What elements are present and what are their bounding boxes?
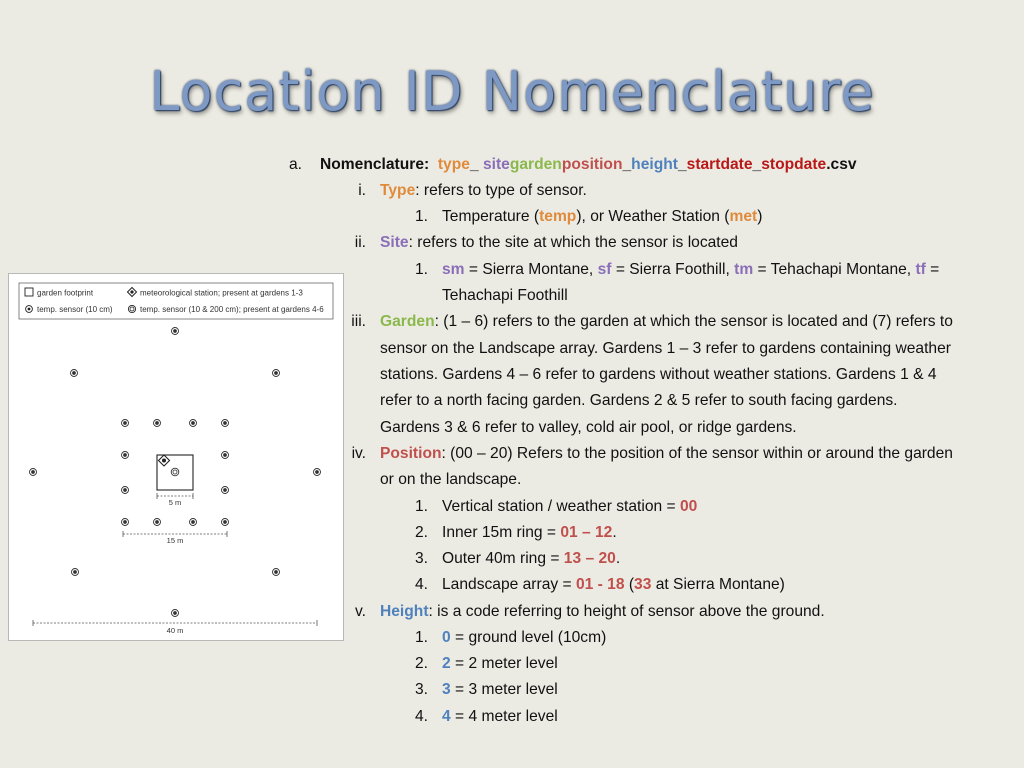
list-marker: ii.: [354, 234, 366, 251]
position-definition: [380, 444, 953, 464]
format-separator: _: [677, 156, 687, 173]
site-codes-continued: Tehachapi Foothill: [442, 287, 568, 304]
height-code: 0: [442, 629, 451, 646]
code-temp: temp: [539, 208, 577, 225]
type-term: Type: [380, 182, 416, 199]
list-marker: 3.: [414, 681, 428, 698]
garden-desc-line: refer to a north facing garden. Gardens 2 & 5 refer to south facing gardens.: [380, 392, 898, 409]
sensor-icon: [273, 569, 280, 576]
site-code-text: = Tehachapi Montane,: [753, 261, 916, 278]
position-item-text: .: [612, 524, 617, 541]
position-item-text: Vertical station / weather station =: [442, 498, 680, 515]
format-stopdate: stopdate: [761, 156, 827, 173]
sensor-icon: [273, 370, 280, 377]
dimension-lines: [33, 496, 317, 623]
legend-footprint: garden footprint: [37, 288, 94, 298]
height-item: [442, 707, 558, 727]
garden-definition: [380, 312, 953, 332]
sensor-icon: [71, 370, 78, 377]
page-title: Location ID Nomenclature: [149, 60, 875, 123]
list-marker: 4.: [414, 708, 428, 725]
height-item-text: = 2 meter level: [450, 655, 558, 672]
list-marker: 3.: [414, 550, 428, 567]
list-marker: v.: [355, 603, 366, 620]
position-code: 00: [679, 498, 698, 515]
site-term: Site: [380, 234, 409, 251]
height-item: [442, 654, 558, 674]
nomenclature-label: Nomenclature:: [320, 156, 430, 173]
site-code-text: = Sierra Montane,: [464, 261, 598, 278]
nomenclature-format: [320, 155, 857, 175]
position-term: Position: [380, 445, 442, 462]
position-desc-line: or on the landscape.: [380, 471, 522, 488]
list-marker: 1.: [414, 208, 428, 225]
format-extension: .csv: [826, 156, 857, 173]
sensor-icon: [172, 328, 179, 335]
position-item-text: .: [615, 550, 621, 567]
height-code: 2: [442, 655, 451, 672]
sensor-icon: [122, 487, 129, 494]
code-sf: sf: [597, 261, 612, 278]
height-desc: : is a code referring to height of sensor above the ground.: [428, 603, 825, 620]
dimension-ticks: [33, 493, 317, 626]
code-tm: tm: [734, 261, 754, 278]
height-item: [442, 628, 606, 648]
sensor-icon: [222, 452, 229, 459]
position-item-text: at Sierra Montane): [651, 576, 785, 593]
dim-label-40m: 40 m: [166, 626, 184, 635]
code-met: met: [729, 208, 758, 225]
list-marker: i.: [358, 182, 366, 199]
position-item-text: Landscape array =: [442, 576, 576, 593]
height-item-text: = ground level (10cm): [450, 629, 607, 646]
met-station-icon: [159, 455, 170, 466]
format-garden: garden: [509, 156, 562, 173]
list-marker: 2.: [414, 524, 428, 541]
height-code: 3: [442, 681, 451, 698]
format-startdate: startdate: [686, 156, 753, 173]
position-item: [442, 523, 617, 543]
sensor-icon: [30, 469, 37, 476]
sensor-icon: [222, 487, 229, 494]
list-marker: 4.: [414, 576, 428, 593]
sensor-icon: [222, 420, 229, 427]
site-codes: [442, 260, 939, 280]
site-definition: [380, 233, 738, 253]
format-type: type: [437, 156, 470, 173]
type-item-text: Temperature (: [442, 208, 540, 225]
code-tf: tf: [915, 261, 926, 278]
temp-sensor-10cm-icon: [26, 306, 33, 313]
temp-sensor-200cm-icon: [128, 305, 135, 312]
format-height: height: [631, 156, 678, 173]
type-desc: : refers to type of sensor.: [415, 182, 587, 199]
position-item: [442, 549, 620, 569]
sensor-icon: [222, 519, 229, 526]
sensor-icon: [190, 420, 197, 427]
sensor-icon: [154, 420, 161, 427]
dim-label-5m: 5 m: [168, 498, 182, 507]
position-item-text: Outer 40m ring =: [442, 550, 564, 567]
garden-desc: : (1 – 6) refers to the garden at which the sensor is located and (7) refers to: [434, 313, 953, 330]
height-term: Height: [380, 603, 429, 620]
type-item: [442, 207, 762, 227]
legend-met: meteorological station; present at gardens 1-3: [140, 288, 303, 298]
list-marker: 2.: [414, 655, 428, 672]
position-code: 01 – 12: [560, 524, 613, 541]
position-desc: : (00 – 20) Refers to the position of the sensor within or around the garden: [441, 445, 953, 462]
temp-sensor-200cm-icon: [171, 468, 179, 476]
list-marker: 1.: [414, 261, 428, 278]
sensor-icon: [72, 569, 79, 576]
type-item-text: ), or Weather Station (: [576, 208, 730, 225]
position-item-text: (: [624, 576, 635, 593]
list-marker: 1.: [414, 498, 428, 515]
garden-term: Garden: [380, 313, 435, 330]
format-site: site: [482, 156, 510, 173]
list-marker: 1.: [414, 629, 428, 646]
dim-label-15m: 15 m: [166, 536, 184, 545]
sensor-icon: [122, 420, 129, 427]
position-item-text: Inner 15m ring =: [442, 524, 561, 541]
garden-desc-line: sensor on the Landscape array. Gardens 1 – 3 refer to gardens containing weather: [380, 340, 951, 357]
list-marker: iii.: [351, 313, 366, 330]
height-code: 4: [442, 708, 451, 725]
format-separator: _: [752, 156, 762, 173]
position-item: [442, 575, 785, 595]
position-item: [442, 497, 697, 517]
height-definition: [380, 602, 825, 622]
site-code-text: = Sierra Foothill,: [611, 261, 735, 278]
height-item-text: = 4 meter level: [450, 708, 558, 725]
garden-layout-figure: [9, 274, 343, 640]
position-code: 13 – 20: [563, 550, 616, 567]
position-code: 33: [634, 576, 652, 593]
sensor-icon: [172, 610, 179, 617]
format-position: position: [561, 156, 623, 173]
format-separator: _: [469, 156, 479, 173]
list-marker: a.: [288, 156, 302, 173]
site-desc: : refers to the site at which the sensor is located: [408, 234, 738, 251]
garden-desc-line: Gardens 3 & 6 refer to valley, cold air pool, or ridge gardens.: [380, 419, 797, 436]
site-code-text: =: [925, 261, 940, 278]
height-item: [442, 680, 558, 700]
legend-temp10: temp. sensor (10 cm): [37, 305, 113, 314]
type-definition: [380, 181, 587, 201]
legend-temp200: temp. sensor (10 & 200 cm); present at gardens 4-6: [140, 305, 324, 314]
garden-layout-diagram: [8, 273, 344, 641]
list-marker: iv.: [351, 445, 366, 462]
format-separator: _: [622, 156, 632, 173]
sensor-icon: [154, 519, 161, 526]
garden-desc-line: stations. Gardens 4 – 6 refer to gardens without weather stations. Gardens 1 & 4: [380, 366, 937, 383]
position-code: 01 - 18: [575, 576, 625, 593]
type-item-text: ): [757, 208, 763, 225]
sensor-icon: [122, 519, 129, 526]
sensor-icon: [122, 452, 129, 459]
sensor-icon: [190, 519, 197, 526]
sensor-icon: [314, 469, 321, 476]
code-sm: sm: [442, 261, 465, 278]
height-item-text: = 3 meter level: [450, 681, 558, 698]
